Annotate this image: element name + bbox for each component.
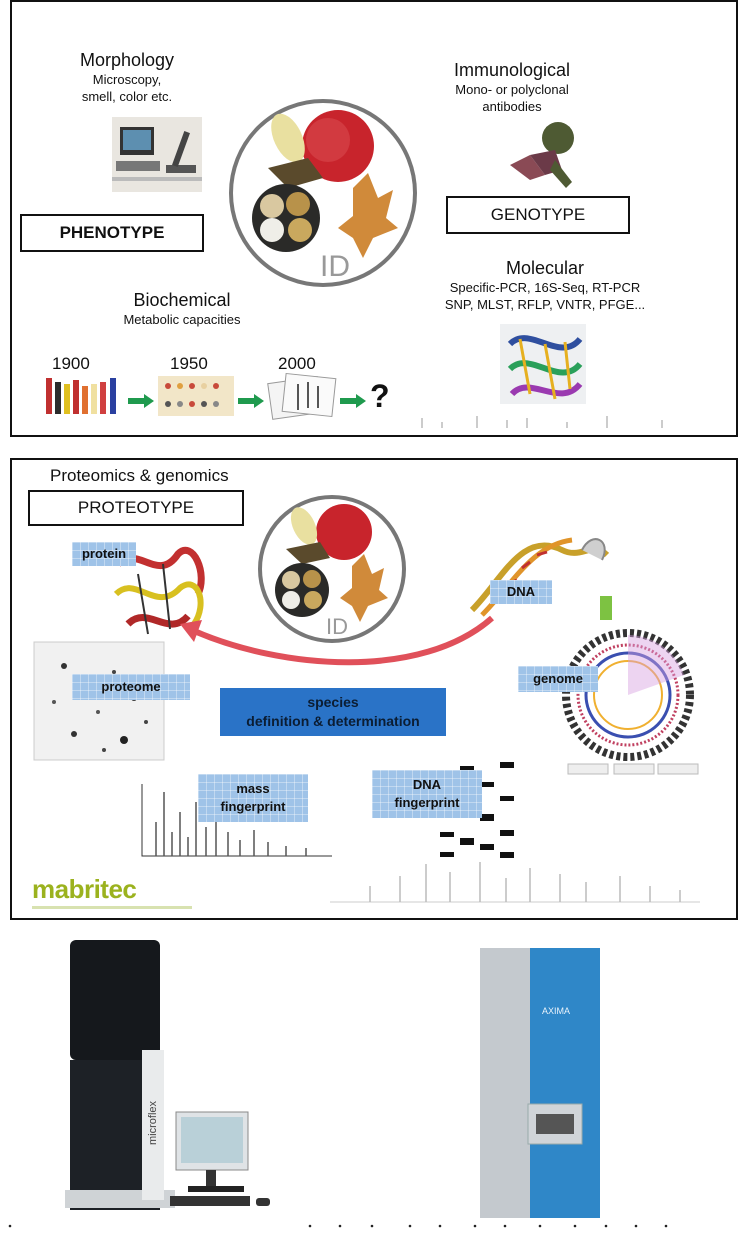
- dna-fingerprint-line-1: DNA: [412, 777, 442, 792]
- logo-tagline-line: [32, 906, 192, 909]
- center-id-text: ID: [320, 250, 350, 283]
- molecular-desc-2: SNP, MLST, RFLP, VNTR, PFGE...: [444, 297, 646, 312]
- proteomics-genomics-title: Proteomics & genomics: [50, 466, 229, 485]
- gel-sheets-image: [268, 374, 338, 418]
- axima-brand-text: AXIMA: [542, 1006, 571, 1016]
- protein-tag: protein: [72, 542, 136, 566]
- proteotype-panel: [10, 458, 738, 920]
- microflex-instrument: [60, 940, 290, 1230]
- mass-fingerprint-tag: [198, 774, 308, 822]
- biochemical-desc: Metabolic capacities: [123, 312, 241, 327]
- species-line-1: species: [307, 694, 359, 710]
- dna-fingerprint-tag: [372, 770, 482, 818]
- proteome-tag: proteome: [72, 674, 190, 700]
- genome-tag: genome: [518, 666, 598, 692]
- microscope-computer-image: [112, 117, 202, 192]
- molecular-desc-1: Specific-PCR, 16S-Seq, RT-PCR: [449, 280, 641, 295]
- dotted-baseline: [0, 1222, 750, 1230]
- species-line-2: definition & determination: [246, 713, 420, 729]
- species-definition-box: [220, 688, 446, 736]
- molecular-title: Molecular: [505, 258, 585, 278]
- timeline-arrow-3: [340, 394, 366, 408]
- timeline-arrow-1: [128, 394, 154, 408]
- center-id-circle: [228, 98, 418, 288]
- microflex-brand-text: microflex: [147, 1100, 159, 1145]
- microplate-image: [158, 376, 234, 416]
- faint-spectrum-ticks: [417, 410, 677, 430]
- future-question-mark: ?: [370, 378, 390, 414]
- phenotype-label: PHENOTYPE: [20, 214, 204, 252]
- dna-helix-image: [500, 324, 586, 404]
- biochemical-title: Biochemical: [133, 290, 231, 310]
- mass-fingerprint-line-2: fingerprint: [220, 799, 286, 814]
- test-tubes-image: [42, 374, 124, 416]
- immunological-desc-1: Mono- or polyclonal: [455, 82, 569, 97]
- antibody-image: [500, 120, 590, 195]
- dna-to-protein-arrow: [172, 610, 502, 680]
- mabritec-logo: mabritec: [32, 874, 137, 904]
- morphology-title: Morphology: [79, 50, 175, 70]
- genotype-label: GENOTYPE: [446, 196, 630, 234]
- immunological-block: [437, 60, 587, 115]
- morphology-desc-2: smell, color etc.: [81, 89, 173, 104]
- year-2000: 2000: [278, 354, 316, 373]
- faint-bottom-spectrum: [330, 856, 700, 906]
- mass-fingerprint-line-1: mass: [236, 781, 270, 796]
- morphology-block: [52, 50, 202, 105]
- timeline-arrow-2: [238, 394, 264, 408]
- immunological-desc-2: antibodies: [482, 99, 542, 114]
- mid-center-id-text: ID: [326, 614, 348, 639]
- phenotype-genotype-panel: [10, 0, 738, 437]
- dna-fingerprint-line-2: fingerprint: [394, 795, 460, 810]
- biochemical-block: [82, 290, 282, 328]
- year-1950: 1950: [170, 354, 208, 373]
- molecular-block: [410, 258, 680, 313]
- dna-tag: DNA: [490, 580, 552, 604]
- proteome-gel-image: [34, 642, 164, 760]
- year-1900: 1900: [52, 354, 90, 373]
- axima-instrument: [470, 944, 610, 1226]
- immunological-title: Immunological: [453, 60, 571, 80]
- morphology-desc-1: Microscopy,: [92, 72, 162, 87]
- proteotype-label: PROTEOTYPE: [28, 490, 244, 526]
